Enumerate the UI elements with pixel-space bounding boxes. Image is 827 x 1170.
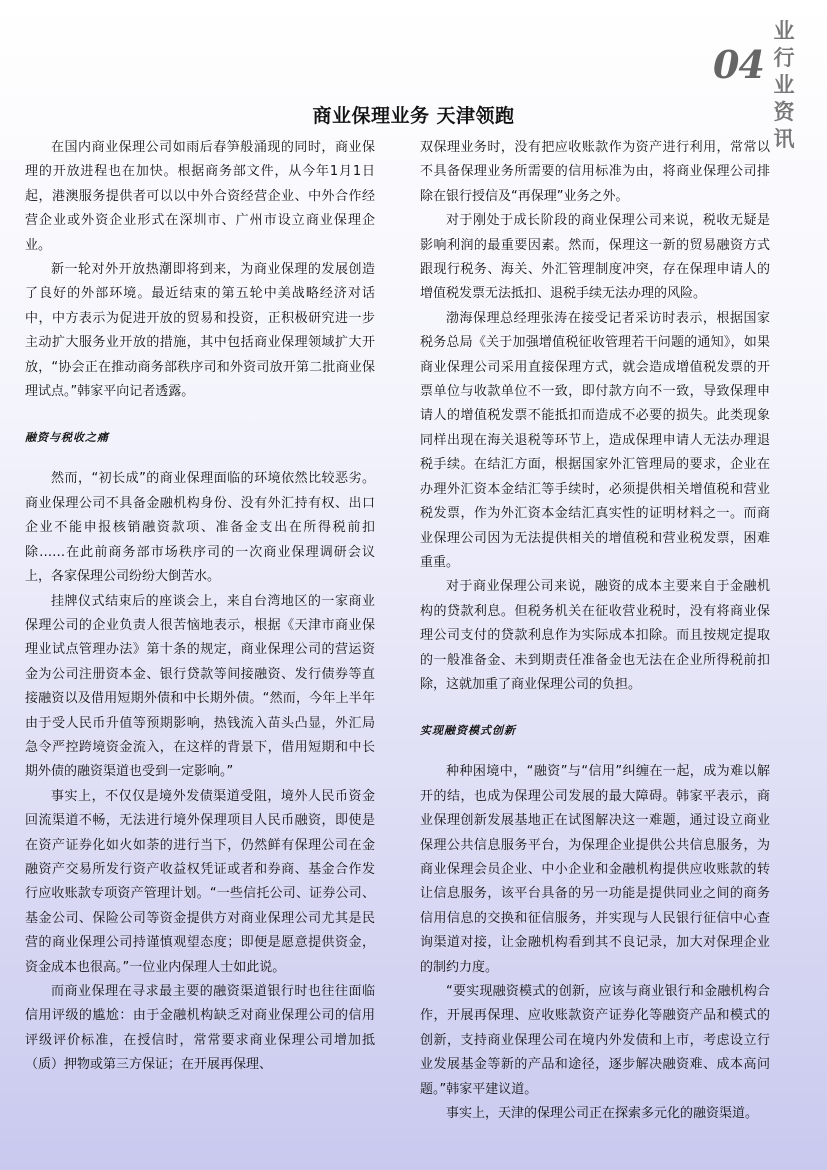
paragraph: 渤海保理总经理张涛在接受记者采访时表示，根据国家税务总局《关于加强增值税征收管理若干问题的通知》，如果商业保理公司采用直接保理方式，就会造成增值税发票的开票单位与收款单位不一致，即付款方向不一致，导致保理申请人的增值税发票不能抵扣而造成不必要的损失。此类现象同样出现在海关退税等环节上，造成保理申请人无法办理退税手续。在结汇方面，根据国家外汇管理局的要求，企业在办理外汇资本金结汇等手续时，必须提供相关增值税和营业税发票，作为外汇资本金结汇真实性的证明材料之一。而商业保理公司因为无法提供相关的增值税和营业税发票，困难重重。 <box>420 310 770 570</box>
right-column <box>420 136 770 1126</box>
page-number: 04 <box>713 42 764 87</box>
paragraph: 事实上，不仅仅是境外发债渠道受阻，境外人民币资金回流渠道不畅，无法进行境外保理项目人民币融资，即使是在资产证券化如火如荼的进行当下，仍然鲜有保理公司在金融资产交易所发行资产收益权凭证或者和券商、基金合作发行应收账款专项资产管理计划。“一些信托公司、证券公司、基金公司、保险公司等资金提供方对商业保理公司尤其是民营的商业保理公司持谨慎观望态度；即便是愿意提供资金，资金成本也很高。”一位业内保理人士如此说。 <box>25 788 375 975</box>
left-column <box>25 136 375 1078</box>
paragraph: 事实上，天津的保理公司正在探索多元化的融资渠道。 <box>446 1106 759 1122</box>
section-label-char: 讯 <box>773 127 795 151</box>
section-label-char: 资 <box>773 100 795 124</box>
paragraph: 而商业保理在寻求最主要的融资渠道银行时也往往面临信用评级的尴尬：由于金融机构缺乏对商业保理公司的信用评级评价标准，在授信时，常常要求商业保理公司增加抵（质）押物或第三方保证；在开展再保理、 <box>25 984 375 1073</box>
article-title: 商业保理业务 天津领跑 <box>312 104 515 127</box>
paragraph: 在国内商业保理公司如雨后春笋般涌现的同时，商业保理的开放进程也在加快。根据商务部文件，从今年1月1日起，港澳服务提供者可以以中外合资经营企业、中外合作经营企业或外资企业形式在深圳市、广州市设立商业保理企业。 <box>25 140 375 253</box>
paragraph: 新一轮对外开放热潮即将到来，为商业保理的发展创造了良好的外部环境。最近结束的第五轮中美战略经济对话中，中方表示为促进开放的贸易和投资，正积极研究进一步主动扩大服务业开放的措施，其中包括商业保理领域扩大开放，“协会正在推动商务部秩序司和外资司放开第二批商业保理试点。”韩家平向记者透露。 <box>25 262 375 400</box>
section-label-char: 业 <box>773 19 795 43</box>
paragraph: “要实现融资模式的创新，应该与商业银行和金融机构合作，开展再保理、应收账款资产证券化等融资产品和模式的创新，支持商业保理公司在境内外发债和上市，考虑设立行业发展基金等新的产品和途径，逐步解决融资难、成本高问题。”韩家平建议道。 <box>420 984 770 1097</box>
paragraph: 挂牌仪式结束后的座谈会上，来自台湾地区的一家商业保理公司的企业负责人很苦恼地表示，根据《天津市商业保理业试点管理办法》第十条的规定，商业保理公司的营运资金为公司注册资本金、银行贷款等间接融资、发行债券等直接融资以及借用短期外债和中长期外债。“然而，今年上半年由于受人民币升值等预期影响，热钱流入苗头凸显，外汇局急令严控跨境资金流入，在这样的背景下，借用短期和中长期外债的融资渠道也受到一定影响。” <box>25 593 375 780</box>
paragraph: 然而，“初长成”的商业保理面临的环境依然比较恶劣。商业保理公司不具备金融机构身份、没有外汇持有权、出口企业不能申报核销融资款项、准备金支出在所得税前扣除……在此前商务部市场秩序司的一次商业保理调研会议上，各家保理公司纷纷大倒苦水。 <box>25 471 375 585</box>
section-label <box>769 18 799 153</box>
section-label-char: 业 <box>773 73 795 97</box>
paragraph: 对于刚处于成长阶段的商业保理公司来说，税收无疑是影响利润的最重要因素。然而，保理这一新的贸易融资方式跟现行税务、海关、外汇管理制度冲突，存在保理申请人的增值税发票无法抵扣、退税手续无法办理的风险。 <box>420 213 770 302</box>
paragraph: 对于商业保理公司来说，融资的成本主要来自于金融机构的贷款利息。但税务机关在征收营业税时，没有将商业保理公司支付的贷款利息作为实际成本扣除。而且按规定提取的一般准备金、未到期责任准备金也无法在企业所得税前扣除，这就加重了商业保理公司的负担。 <box>420 579 770 692</box>
paragraph: 种种困境中，“融资”与“信用”纠缠在一起，成为难以解开的结，也成为保理公司发展的最大障碍。韩家平表示，商业保理创新发展基地正在试图解决这一难题，通过设立商业保理公共信息服务平台，为保理企业提供公共信息服务，为商业保理会员企业、中小企业和金融机构提供应收账款的转让信息服务，该平台具备的另一功能是提供同业之间的商务信用信息的交换和征信服务，并实现与人民银行征信中心查询渠道对接，让金融机构看到其不良记录，加大对保理企业的制约力度。 <box>420 764 770 975</box>
paragraph: 双保理业务时，没有把应收账款作为资产进行利用，常常以不具备保理业务所需要的信用标准为由，将商业保理公司排除在银行授信及“再保理”业务之外。 <box>420 140 770 204</box>
section-label-char: 行 <box>773 46 795 70</box>
section-heading: 融资与税收之痛 <box>25 431 109 445</box>
section-heading: 实现融资模式创新 <box>420 724 516 738</box>
